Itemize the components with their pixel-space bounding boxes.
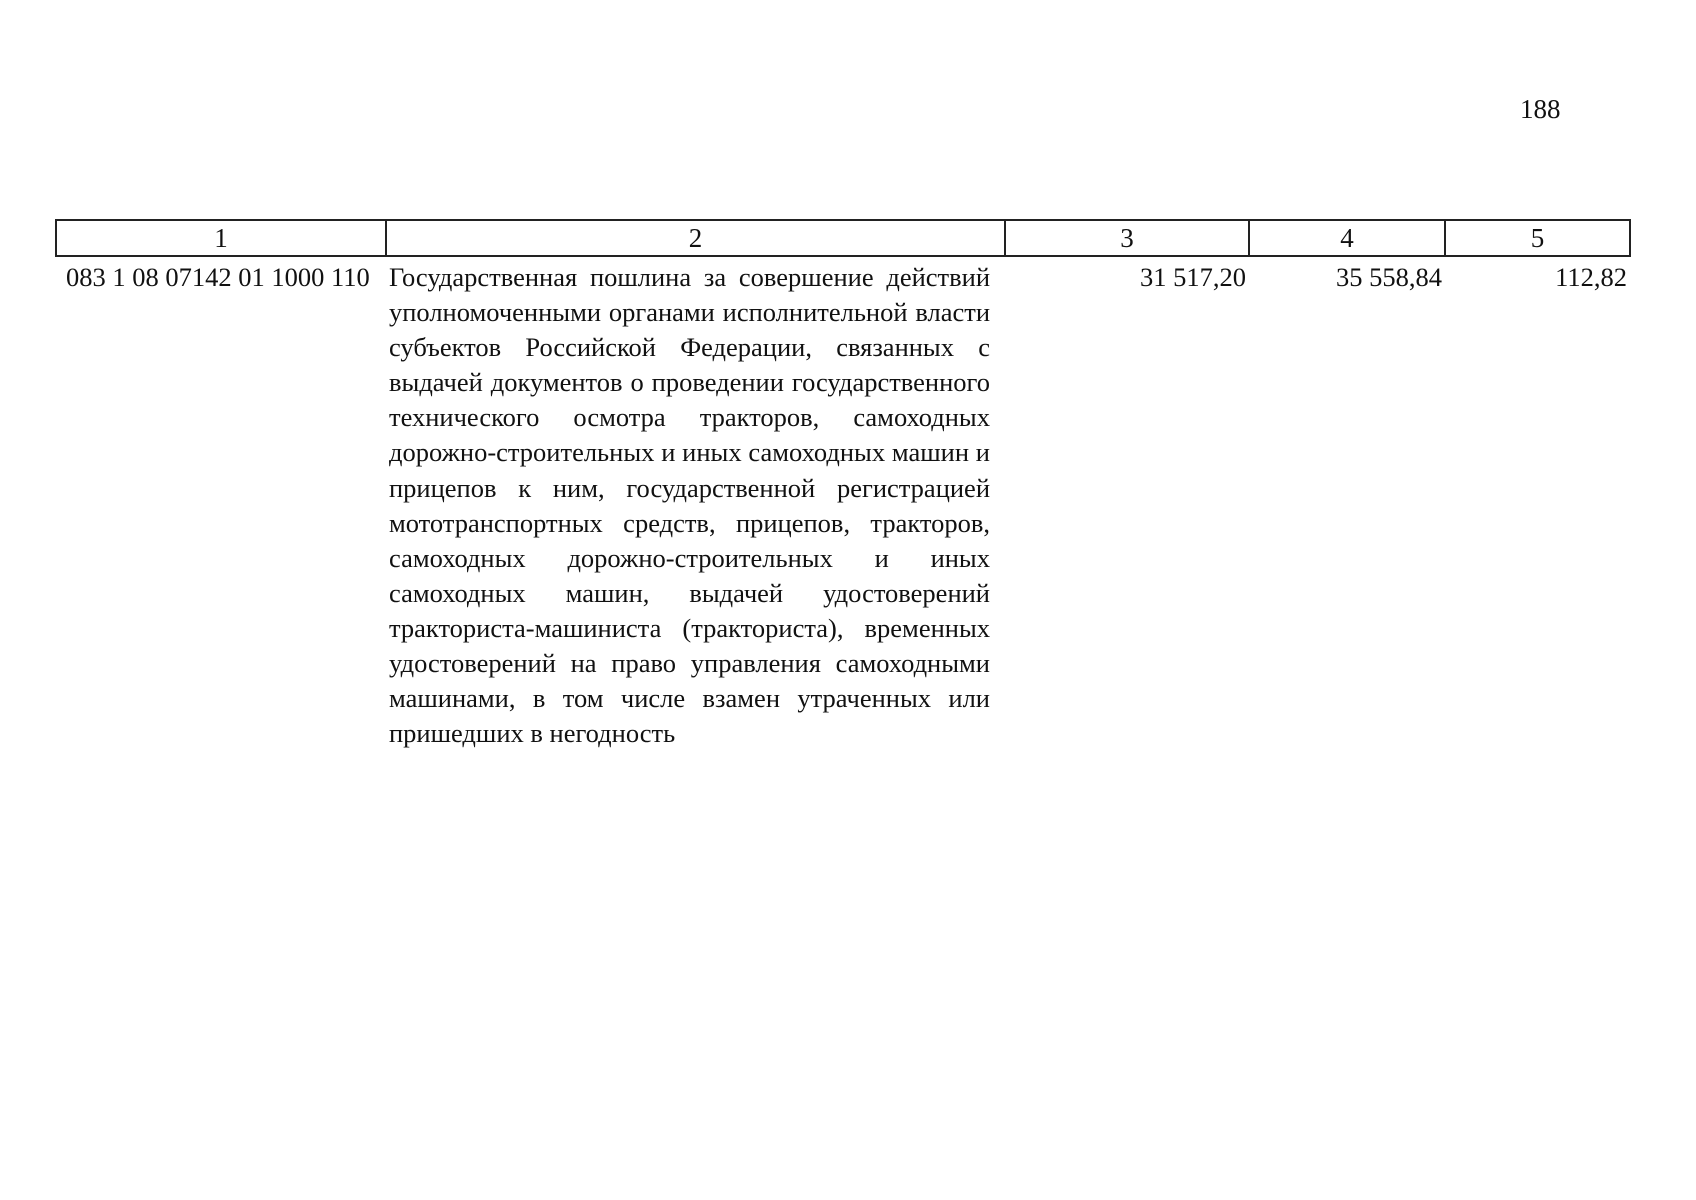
budget-classification-code: 083 1 08 07142 01 1000 110 xyxy=(66,262,370,292)
column-header-2: 2 xyxy=(386,220,1005,256)
table-row xyxy=(56,256,1630,751)
table-header-row xyxy=(56,220,1630,256)
column-header-4: 4 xyxy=(1249,220,1445,256)
revenue-description: Государственная пошлина за совершение действий уполномоченными органами исполнительной власти субъектов Российской Федерации, связанных с выдачей документов о проведении государственного технического осмотра тракторов, самоходных дорожно-строительных и иных самоходных машин и прицепов к ним, государственной регистрацией мототранспортных средств, прицепов, тракторов, самоходных дорожно-строительных и иных самоходных машин, выдачей удостоверений тракториста-машиниста (тракториста), временных удостоверений на право управления самоходными машинами, в том числе взамен утраченных или пришедших в негодность xyxy=(389,262,990,749)
value-column-5: 112,82 xyxy=(1555,262,1627,292)
page-number: 188 xyxy=(1520,94,1561,124)
value-column-4: 35 558,84 xyxy=(1336,262,1442,292)
budget-table xyxy=(55,219,1631,751)
table-body xyxy=(56,256,1630,751)
column-header-5: 5 xyxy=(1445,220,1630,256)
column-header-3: 3 xyxy=(1005,220,1249,256)
table-header xyxy=(56,220,1630,256)
value-column-3: 31 517,20 xyxy=(1140,262,1246,292)
column-header-1: 1 xyxy=(56,220,386,256)
